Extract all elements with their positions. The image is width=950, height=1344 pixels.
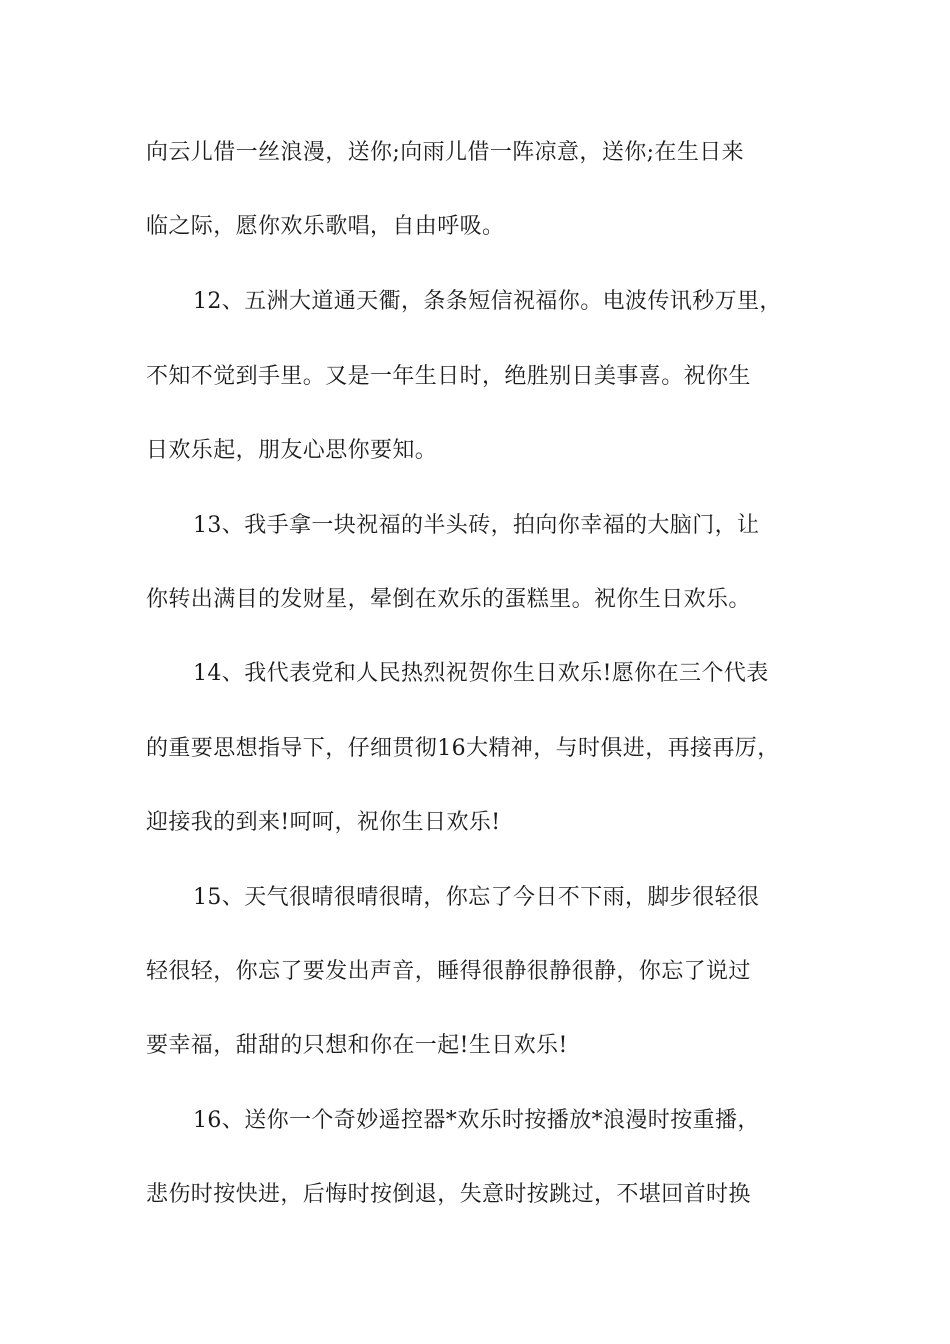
text-line: 你转出满目的发财星，晕倒在欢乐的蛋糕里。祝你生日欢乐。	[146, 587, 751, 612]
paragraph-start-line: 13、我手拿一块祝福的半头砖，拍向你幸福的大脑门，让	[193, 513, 760, 538]
paragraph-start-line: 12、五洲大道通天衢，条条短信祝福你。电波传讯秒万里，	[193, 289, 782, 314]
text-line: 要幸福，甜甜的只想和你在一起!生日欢乐!	[146, 1033, 568, 1058]
text-line: 迎接我的到来!呵呵，祝你生日欢乐!	[146, 810, 501, 835]
paragraph-start-line: 14、我代表党和人民热烈祝贺你生日欢乐!愿你在三个代表	[193, 661, 769, 686]
paragraph-start-line: 15、天气很晴很晴很晴，你忘了今日不下雨，脚步很轻很	[193, 885, 760, 910]
text-line: 悲伤时按快进，后悔时按倒退，失意时按跳过，不堪回首时换	[146, 1182, 751, 1207]
paragraph-start-line: 16、送你一个奇妙遥控器*欢乐时按播放*浪漫时按重播，	[193, 1108, 760, 1133]
text-line: 向云儿借一丝浪漫，送你;向雨儿借一阵凉意，送你;在生日来	[146, 140, 745, 165]
text-line: 轻很轻，你忘了要发出声音，睡得很静很静很静，你忘了说过	[146, 959, 751, 984]
text-line: 的重要思想指导下，仔细贯彻16大精神，与时俱进，再接再厉，	[146, 736, 780, 761]
text-line: 日欢乐起，朋友心思你要知。	[146, 438, 438, 463]
text-line: 不知不觉到手里。又是一年生日时，绝胜别日美事喜。祝你生	[146, 364, 751, 389]
text-line: 临之际，愿你欢乐歌唱，自由呼吸。	[146, 214, 505, 239]
